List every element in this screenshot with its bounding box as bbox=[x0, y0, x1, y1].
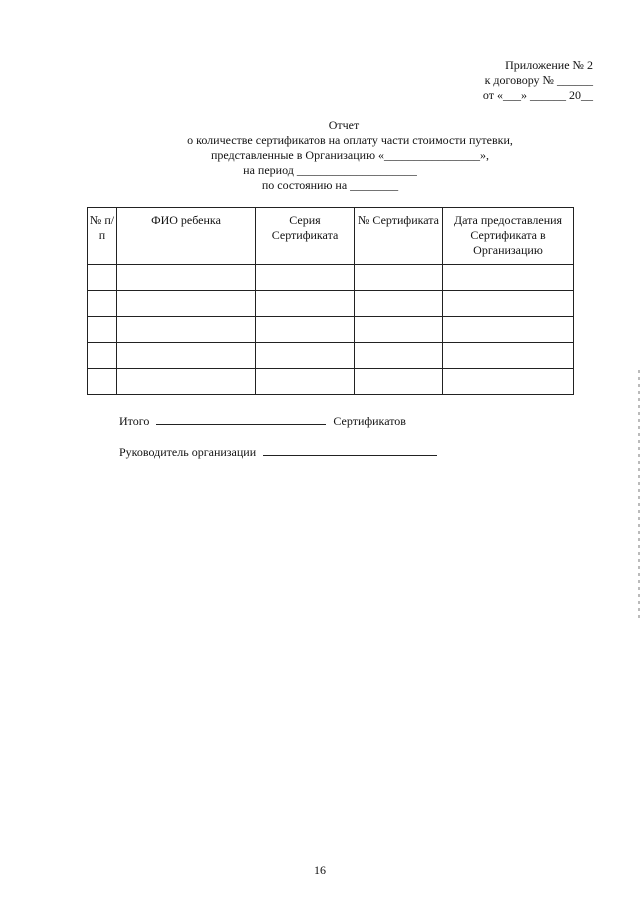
total-line bbox=[119, 413, 406, 429]
table-cell bbox=[443, 317, 574, 343]
table-cell bbox=[88, 343, 117, 369]
table-cell bbox=[355, 343, 443, 369]
table-cell bbox=[355, 369, 443, 395]
table-cell bbox=[443, 369, 574, 395]
table-cell bbox=[443, 265, 574, 291]
report-subtitle: о количестве сертификатов на оплату части стоимости путевки, bbox=[187, 133, 513, 147]
table-row bbox=[88, 343, 574, 369]
table-cell bbox=[117, 343, 256, 369]
appendix-number: Приложение № 2 bbox=[505, 58, 593, 72]
table-cell bbox=[355, 291, 443, 317]
table-row bbox=[88, 369, 574, 395]
contract-number-line: к договору № ______ bbox=[484, 73, 593, 87]
table-cell bbox=[117, 265, 256, 291]
column-header-child-name: ФИО ребенка bbox=[117, 208, 256, 265]
table-cell bbox=[88, 317, 117, 343]
table-cell bbox=[117, 369, 256, 395]
table-cell bbox=[88, 265, 117, 291]
table-cell bbox=[117, 317, 256, 343]
as-of-date-line: по состоянию на ________ bbox=[261, 178, 399, 192]
table-header-row bbox=[88, 208, 574, 265]
total-blank-field bbox=[156, 413, 326, 425]
period-line: на период ____________________ bbox=[243, 163, 417, 177]
appendix-header bbox=[483, 58, 593, 103]
certificates-table bbox=[87, 207, 574, 395]
table-cell bbox=[443, 291, 574, 317]
total-label: Итого bbox=[119, 414, 150, 428]
table-cell bbox=[355, 317, 443, 343]
table-cell bbox=[355, 265, 443, 291]
report-title: Отчет bbox=[328, 118, 360, 132]
table-cell bbox=[88, 369, 117, 395]
total-suffix: Сертификатов bbox=[333, 414, 406, 428]
signature-label: Руководитель организации bbox=[119, 445, 257, 459]
table-cell bbox=[256, 317, 355, 343]
table-cell bbox=[88, 291, 117, 317]
table-cell bbox=[256, 343, 355, 369]
page-number: 16 bbox=[314, 863, 326, 877]
contract-date-line: от «___» ______ 20__ bbox=[482, 88, 593, 102]
column-header-certificate-number: № Сертификата bbox=[355, 208, 443, 265]
table-cell bbox=[443, 343, 574, 369]
table-cell bbox=[256, 369, 355, 395]
table-cell bbox=[256, 265, 355, 291]
table-row bbox=[88, 265, 574, 291]
organization-line: представленные в Организацию «________________», bbox=[210, 148, 490, 162]
column-header-certificate-series: Серия Сертификата bbox=[256, 208, 355, 265]
signature-line bbox=[119, 444, 437, 460]
table-row bbox=[88, 317, 574, 343]
column-header-number: № п/п bbox=[88, 208, 117, 265]
table-row bbox=[88, 291, 574, 317]
table-cell bbox=[117, 291, 256, 317]
report-title-block bbox=[0, 118, 640, 193]
table-cell bbox=[256, 291, 355, 317]
column-header-submission-date: Дата предоставления Сертификата в Организацию bbox=[443, 208, 574, 265]
signature-blank-field bbox=[263, 444, 437, 456]
